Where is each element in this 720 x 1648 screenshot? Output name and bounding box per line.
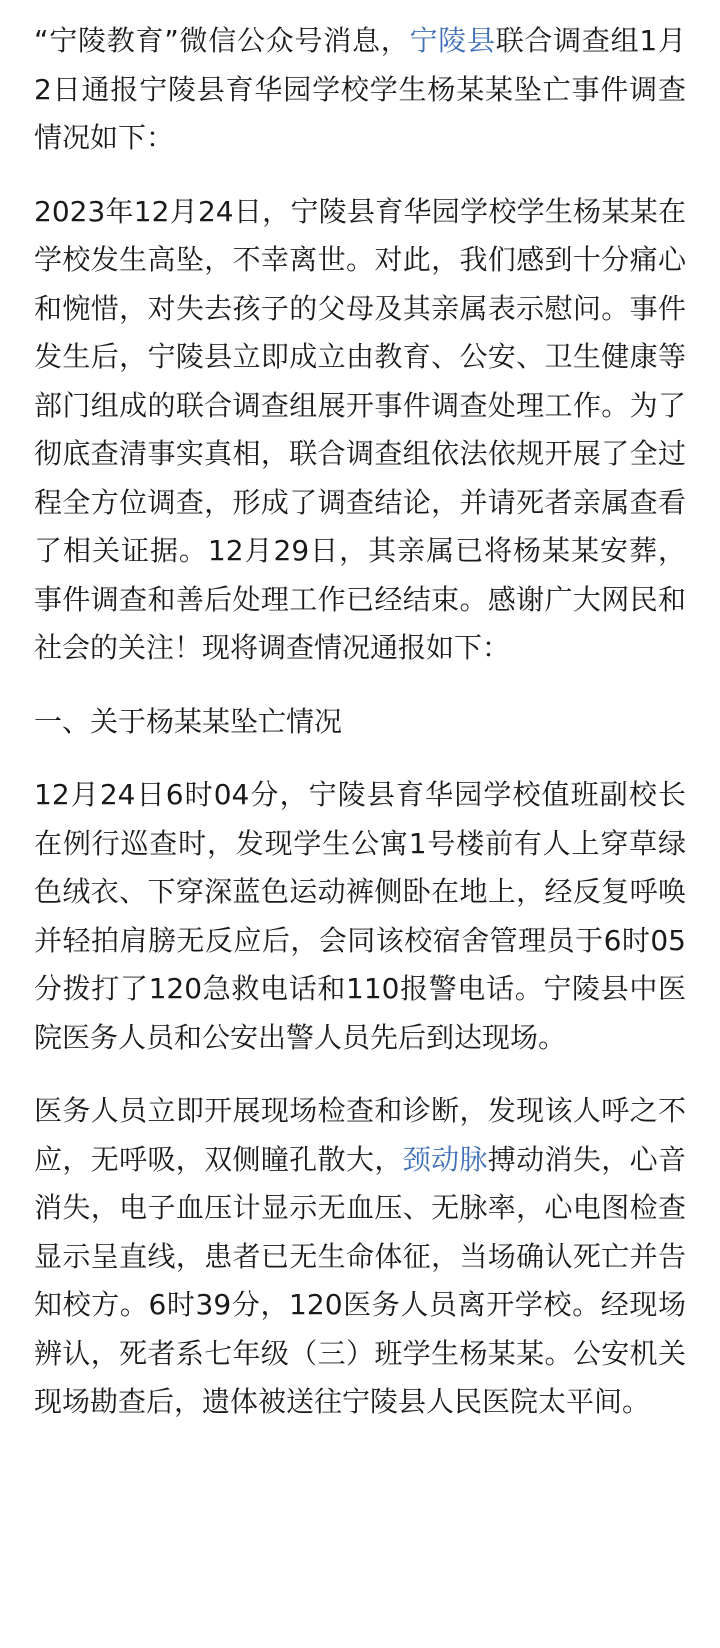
intro-text-continued: 联合调查组1月2日通报宁陵县育华园学校学生杨某某坠亡事件调查情况如下： [34, 24, 686, 154]
medical-paragraph [34, 1087, 686, 1427]
quoted-source: “宁陵教育” [34, 24, 179, 57]
county-link[interactable]: 宁陵县 [409, 24, 496, 57]
timeline-paragraph: 12月24日6时04分，宁陵县育华园学校值班副校长在例行巡查时，发现学生公寓1号楼前有人上穿草绿色绒衣、下穿深蓝色运动裤侧卧在地上，经反复呼唤并轻拍肩膀无反应后，会同该校宿舍管理员于6时05分拨打了120急救电话和110报警电话。宁陵县中医院医务人员和公安出警人员先后到达现场。 [34, 778, 686, 1054]
carotid-artery-link[interactable]: 颈动脉 [402, 1142, 488, 1176]
summary-paragraph: 2023年12月24日，宁陵县育华园学校学生杨某某在学校发生高坠，不幸离世。对此，我们感到十分痛心和惋惜，对失去孩子的父母及其亲属表示慰问。事件发生后，宁陵县立即成立由教育、公安、卫生健康等部门组成的联合调查组展开事件调查处理工作。为了彻底查清事实真相，联合调查组依法依规开展了全过程全方位调查，形成了调查结论，并请死者亲属查看了相关证据。12月29日，其亲属已将杨某某安葬，事件调查和善后处理工作已经结束。感谢广大网民和社会的关注！现将调查情况通报如下： [34, 194, 686, 664]
intro-text: 微信公众号消息， [178, 24, 410, 57]
medical-text-continued: 搏动消失，心音消失，电子血压计显示无血压、无脉率，心电图检查显示呈直线，患者已无生命体征，当场确认死亡并告知校方。6时39分，120医务人员离开学校。经现场辨认，死者系七年级（三）班学生杨某某。公安机关现场勘查后，遗体被送往宁陵县人民医院太平间。 [34, 1142, 686, 1418]
intro-paragraph [34, 17, 686, 163]
medical-text: 医务人员立即开展现场检查和诊断，发现该人呼之不应，无呼吸，双侧瞳孔散大， [34, 1094, 686, 1176]
section-heading: 一、关于杨某某坠亡情况 [34, 704, 343, 738]
